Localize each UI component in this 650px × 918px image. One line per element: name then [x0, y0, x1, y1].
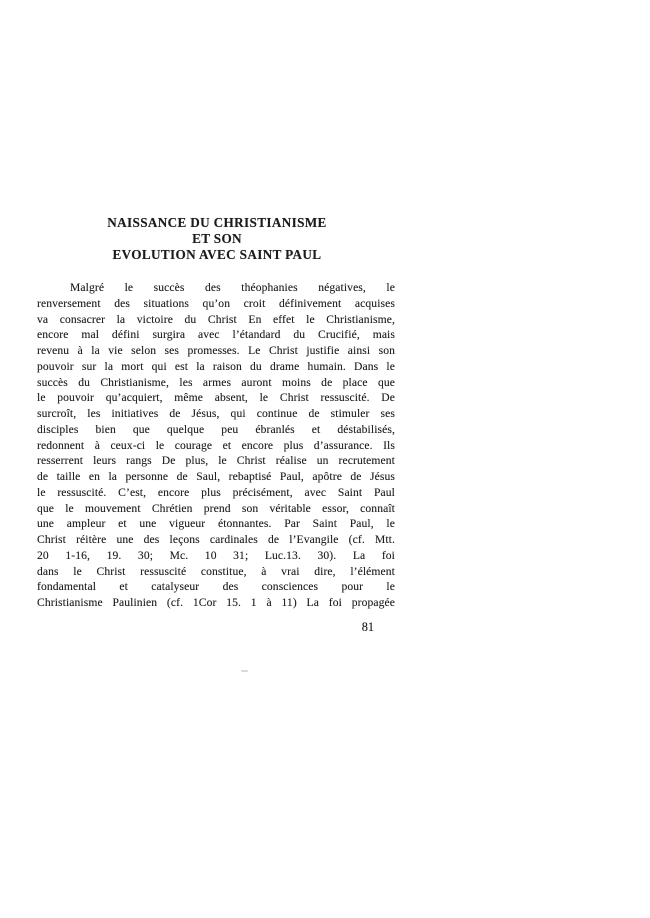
body-paragraph-line: Christianisme Paulinien (cf. 1Cor 15. 1 à 11) La foi propagée: [37, 596, 395, 609]
body-paragraph-line: renversement des situations qu’on croit définivement acquises: [37, 296, 395, 310]
body-paragraph-line: disciples bien que quelque peu ébranlés et déstabilisés,: [37, 422, 395, 436]
body-paragraph-line: redonnent à ceux-ci le courage et encore plus d’assurance. Ils: [37, 438, 395, 452]
body-paragraph: [37, 280, 395, 611]
body-paragraph-line: pouvoir sur la mort qui est la raison du drame humain. Dans le: [37, 359, 395, 373]
scan-artifact-mark: [241, 670, 248, 672]
body-paragraph-line: dans le Christ ressuscité constitue, à vrai dire, l’élément: [37, 564, 395, 578]
body-paragraph-line: revenu à la vie selon ses promesses. Le Christ justifie ainsi son: [37, 344, 395, 357]
body-paragraph-line: Christ réitère une des leçons cardinales de l’Evangile (cf. Mtt.: [37, 533, 395, 546]
body-paragraph-line: le ressuscité. C’est, encore plus précisément, avec Saint Paul: [37, 485, 395, 499]
body-paragraph-line: que le mouvement Chrétien prend son véritable essor, connaît: [37, 501, 395, 515]
body-paragraph-line: fondamental et catalyseur des consciences pour le: [37, 580, 395, 594]
document-title: [38, 215, 396, 264]
body-paragraph-line: va consacrer la victoire du Christ En effet le Christianisme,: [37, 312, 395, 326]
body-paragraph-line: Malgré le succès des théophanies négatives, le: [70, 281, 395, 294]
body-paragraph-line: le pouvoir qu’acquiert, même absent, le Christ ressuscité. De: [37, 391, 395, 405]
document-title-line: NAISSANCE DU CHRISTIANISME: [107, 215, 327, 230]
body-paragraph-line: surcroît, les initiatives de Jésus, qui continue de stimuler ses: [37, 407, 395, 420]
body-paragraph-line: succès du Christianisme, les armes auront moins de place que: [37, 375, 395, 389]
document-title-line: ET SON: [192, 231, 242, 247]
body-paragraph-line: une ampleur et une vigueur étonnantes. Par Saint Paul, le: [37, 517, 395, 531]
body-paragraph-line: encore mal défini surgira avec l’étandard du Crucifié, mais: [37, 328, 395, 342]
body-paragraph-line: de taille en la personne de Saul, rebaptisé Paul, apôtre de Jésus: [37, 470, 395, 483]
page-number: 81: [361, 620, 374, 634]
document-title-line: EVOLUTION AVEC SAINT PAUL: [112, 247, 322, 263]
body-paragraph-line: resserrent leurs rangs De plus, le Christ réalise un recrutement: [37, 454, 395, 468]
body-paragraph-line: 20 1-16, 19. 30; Mc. 10 31; Luc.13. 30). La foi: [37, 548, 395, 562]
page-number-row: [37, 620, 395, 635]
